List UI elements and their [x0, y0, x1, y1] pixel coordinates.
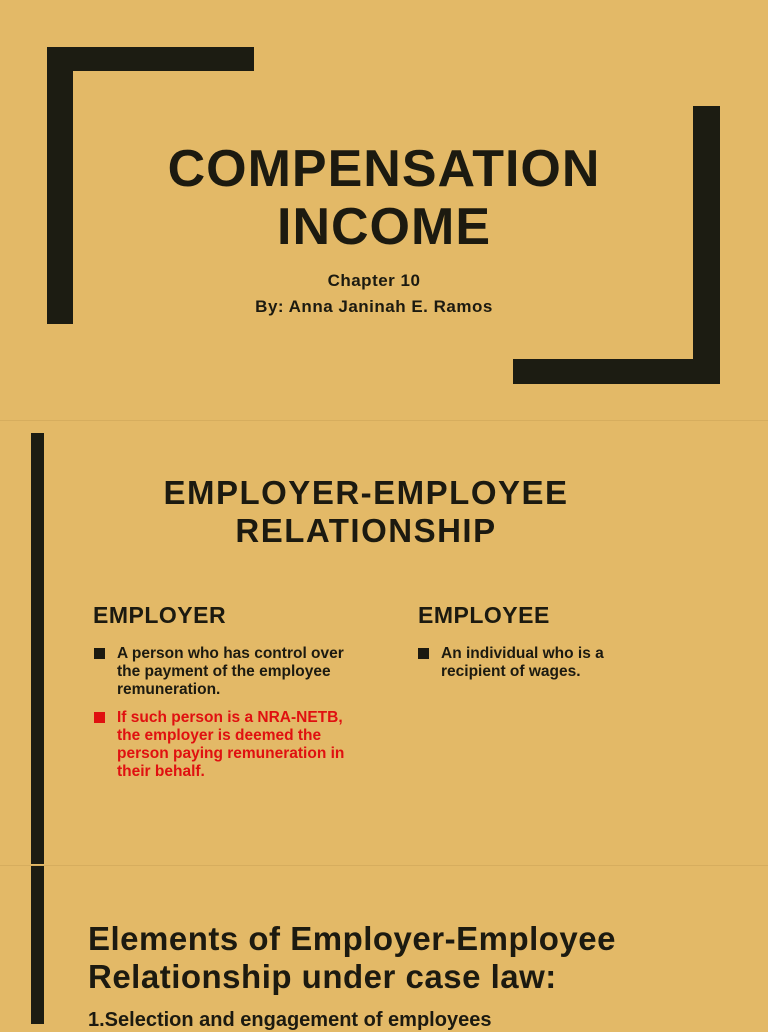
elements-title-line-2: Relationship under case law:	[88, 958, 557, 995]
title-line-1: COMPENSATION	[167, 140, 601, 198]
elements-first-item: 1.Selection and engagement of employees	[88, 1009, 492, 1031]
employee-heading: EMPLOYEE	[418, 602, 550, 628]
square-bullet-icon	[94, 712, 105, 723]
square-bullet-icon	[418, 648, 429, 659]
employer-bullet-list	[94, 645, 356, 791]
frame-top-left-horizontal	[47, 47, 254, 71]
title-line-2: INCOME	[277, 198, 491, 256]
title-slide	[0, 0, 768, 420]
employee-bullet-list	[418, 645, 648, 691]
frame-bottom-right-horizontal	[513, 359, 720, 384]
presentation-subtitle	[0, 268, 748, 320]
elements-title-line-1: Elements of Employer-Employee	[88, 920, 616, 957]
square-bullet-icon	[94, 648, 105, 659]
employer-bullet-text: If such person is a NRA-NETB, the employer is deemed the person paying remuneration in their behalf.	[117, 709, 345, 780]
employee-bullet	[418, 645, 648, 681]
employee-bullet-text: An individual who is a recipient of wages.	[441, 645, 604, 680]
presentation-title	[0, 140, 768, 256]
relationship-title	[0, 474, 732, 550]
left-accent-bar	[31, 866, 44, 1024]
author-label: By: Anna Janinah E. Ramos	[255, 297, 493, 316]
relationship-title-line-2: RELATIONSHIP	[235, 512, 497, 549]
employer-bullet-text: A person who has control over the payment of the employee remuneration.	[117, 645, 344, 698]
employer-bullet	[94, 645, 356, 699]
chapter-label: Chapter 10	[327, 271, 421, 290]
relationship-title-line-1: EMPLOYER-EMPLOYEE	[163, 474, 569, 511]
elements-title	[88, 920, 758, 996]
employer-heading: EMPLOYER	[93, 602, 227, 628]
employer-bullet-highlighted	[94, 709, 356, 781]
